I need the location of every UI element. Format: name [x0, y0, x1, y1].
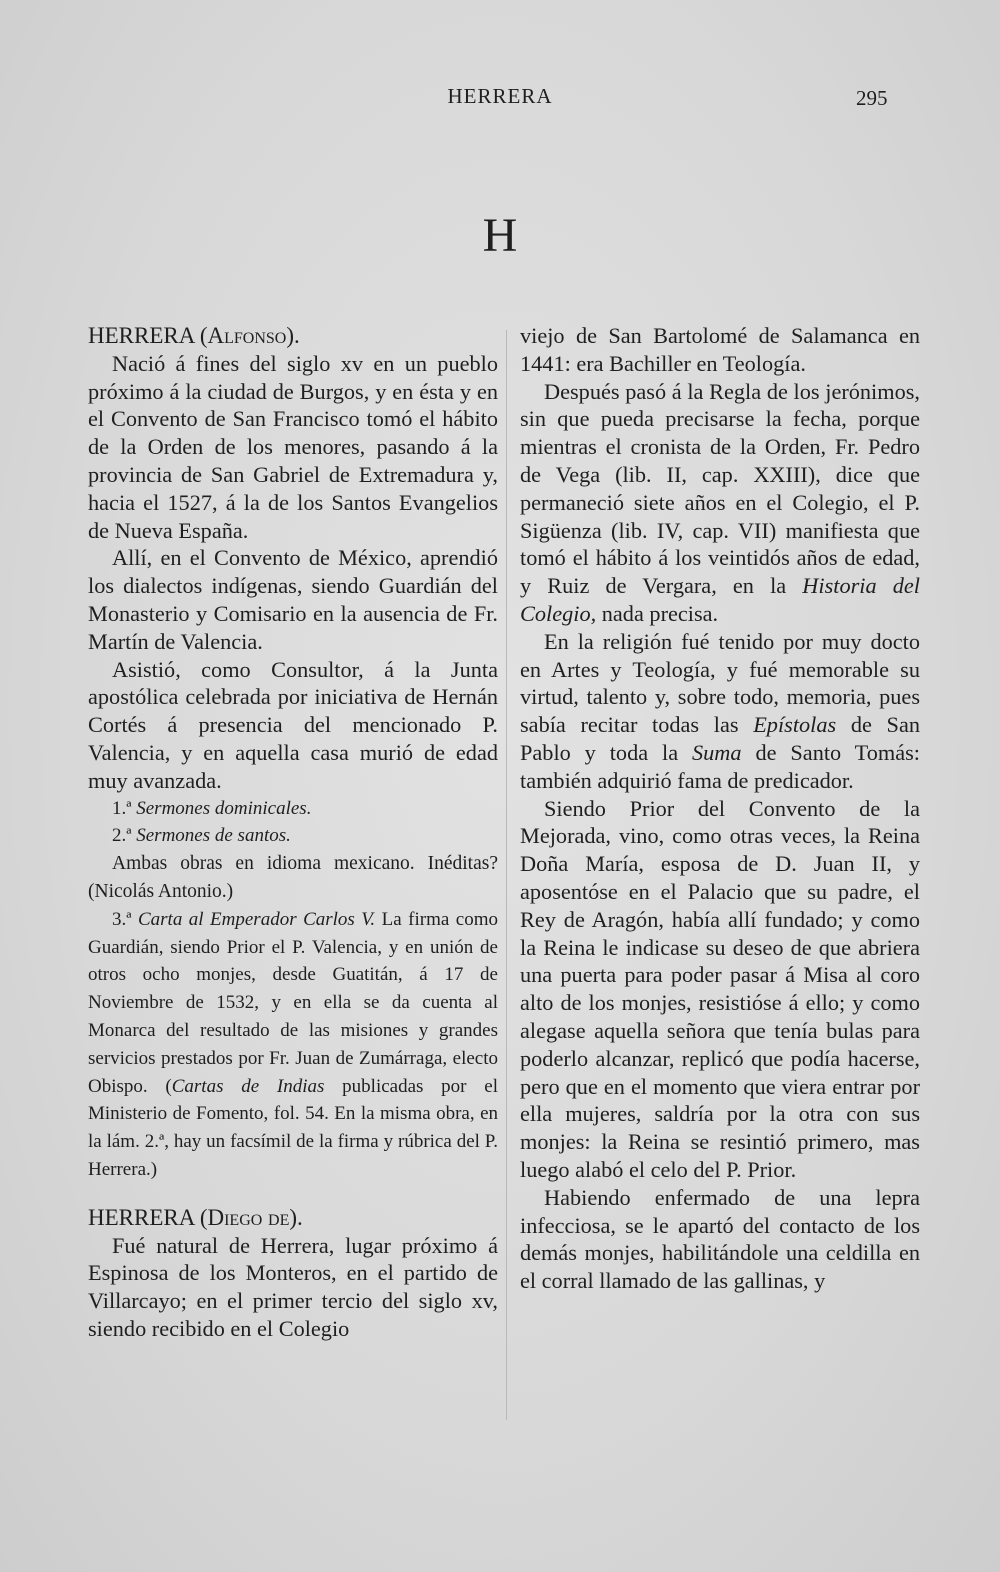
entry-qualifier: (Alfonso). [199, 323, 300, 348]
page-number: 295 [856, 86, 888, 110]
work-number: 2.ª [112, 825, 132, 847]
column-rule [506, 330, 507, 1420]
paragraph: Nació á fines del siglo xv en un pueblo próximo á la ciudad de Burgos, y en ésta y en el Convento de San Francisco tomó el hábito de la Orden de los menores, pasando á la provincia de San Gabriel de Extremadura y, hacia el 1527, á la de los Santos Evangelios de Nueva España. [88, 350, 498, 543]
work-number: 1.ª [112, 797, 132, 819]
running-head: HERRERA [447, 84, 553, 108]
paragraph [520, 628, 920, 795]
paragraph: Fué natural de Herrera, lugar próximo á Espinosa de los Monteros, en el partido de Villarcayo; en el primer tercio del siglo xv, siendo recibido en el Colegio [88, 1232, 498, 1341]
text-run: de Santo Tomás: también adquirió fama de predicador. [520, 739, 920, 793]
work-item [88, 906, 498, 1184]
work-number: 3.ª [112, 908, 132, 930]
entry-heading-diego [88, 1204, 498, 1232]
entry-name: HERRERA [88, 323, 195, 348]
work-item [88, 822, 498, 850]
text-run: nada precisa. [596, 600, 719, 626]
text-run: de San Pablo y toda la [520, 712, 920, 765]
reference-title: Epístolas [753, 712, 837, 738]
paragraph [520, 378, 920, 628]
text-run: Después pasó á la Regla de los jerónimos, sin que pueda precisarse la fecha, porque mientras el cronista de la Orden, Fr. Pedro de Vega (lib. II, cap. XXIII), dice que permaneció siete años en el Colegio, el P. Sigüenza (lib. IV, cap. VII) manifiesta que tomó el hábito á los veintidós años de edad, y Ruiz de Vergara, en la [520, 378, 920, 599]
right-column [520, 322, 920, 1295]
paragraph: Habiendo enfermado de una lepra infecciosa, se le apartó del contacto de los demás monjes, habilitándole una celdilla en el corral llamado de las gallinas, y [520, 1184, 920, 1294]
left-column [88, 322, 498, 1343]
work-title: Sermones de santos. [136, 825, 291, 847]
work-title: Carta al Emperador Carlos V. [137, 908, 376, 930]
work-item [88, 795, 498, 823]
work-description: La firma como Guardián, siendo Prior el P. Valencia, y en unión de otros ocho monjes, desde Guatitán, á 17 de Noviembre de 1532, y en ella se da cuenta al Monarca del resultado de las misiones y grandes servicios prestados por Fr. Juan de Zumárraga, electo Obispo. ( [88, 908, 498, 1097]
reference-title: Suma [692, 739, 742, 765]
entry-name: HERRERA [88, 1204, 195, 1230]
entry-qualifier: (Diego de). [199, 1204, 303, 1230]
paragraph: Asistió, como Consultor, á la Junta apostólica celebrada por iniciativa de Hernán Cortés á presencia del mencionado P. Valencia, y en aquella casa murió de edad muy avanzada. [88, 656, 498, 793]
work-title: Sermones dominicales. [136, 797, 312, 819]
paragraph: Siendo Prior del Convento de la Mejorada, vino, como otras veces, la Reina Doña María, esposa de D. Juan II, y aposentóse en el Palacio que su padre, el Rey de Aragón, había allí fundado; y como la Reina le indicase su deseo de que abriera una puerta para poder pasar á Misa al coro alto de los monjes, resistióse á ello; y como alegase aquella señora que tenía bulas para poderlo alcanzar, replicó que podía hacerse, pero que en el momento que viera entrar por ella mujeres, saldría por la otra con sus monjes: la Reina se resintió primero, mas luego alabó el celo del P. Prior. [520, 795, 920, 1182]
work-description-end: publicadas por el Ministerio de Fomento, fol. 54. En la misma obra, en la lám. 2.ª, hay un facsímil de la firma y rúbrica del P. Herrera.) [88, 1075, 498, 1180]
text-run: En la religión fué tenido por muy docto en Artes y Teología, y fué memorable su virtud, talento y, sobre todo, memoria, pues sabía recitar todas las [520, 628, 920, 738]
reference-title: Cartas de Indias [171, 1075, 325, 1097]
paragraph: Allí, en el Convento de México, aprendió los dialectos indígenas, siendo Guardián del Monasterio y Comisario en la ausencia de Fr. Martín de Valencia. [88, 545, 498, 654]
entry-heading-alfonso [88, 322, 498, 350]
section-letter: H [482, 209, 518, 262]
paragraph: viejo de San Bartolomé de Salamanca en 1441: era Bachiller en Teología. [520, 323, 920, 376]
note-paragraph: Ambas obras en idioma mexicano. Inéditas? (Nicolás Antonio.) [88, 853, 498, 902]
reference-title: Historia del Colegio, [520, 573, 920, 626]
